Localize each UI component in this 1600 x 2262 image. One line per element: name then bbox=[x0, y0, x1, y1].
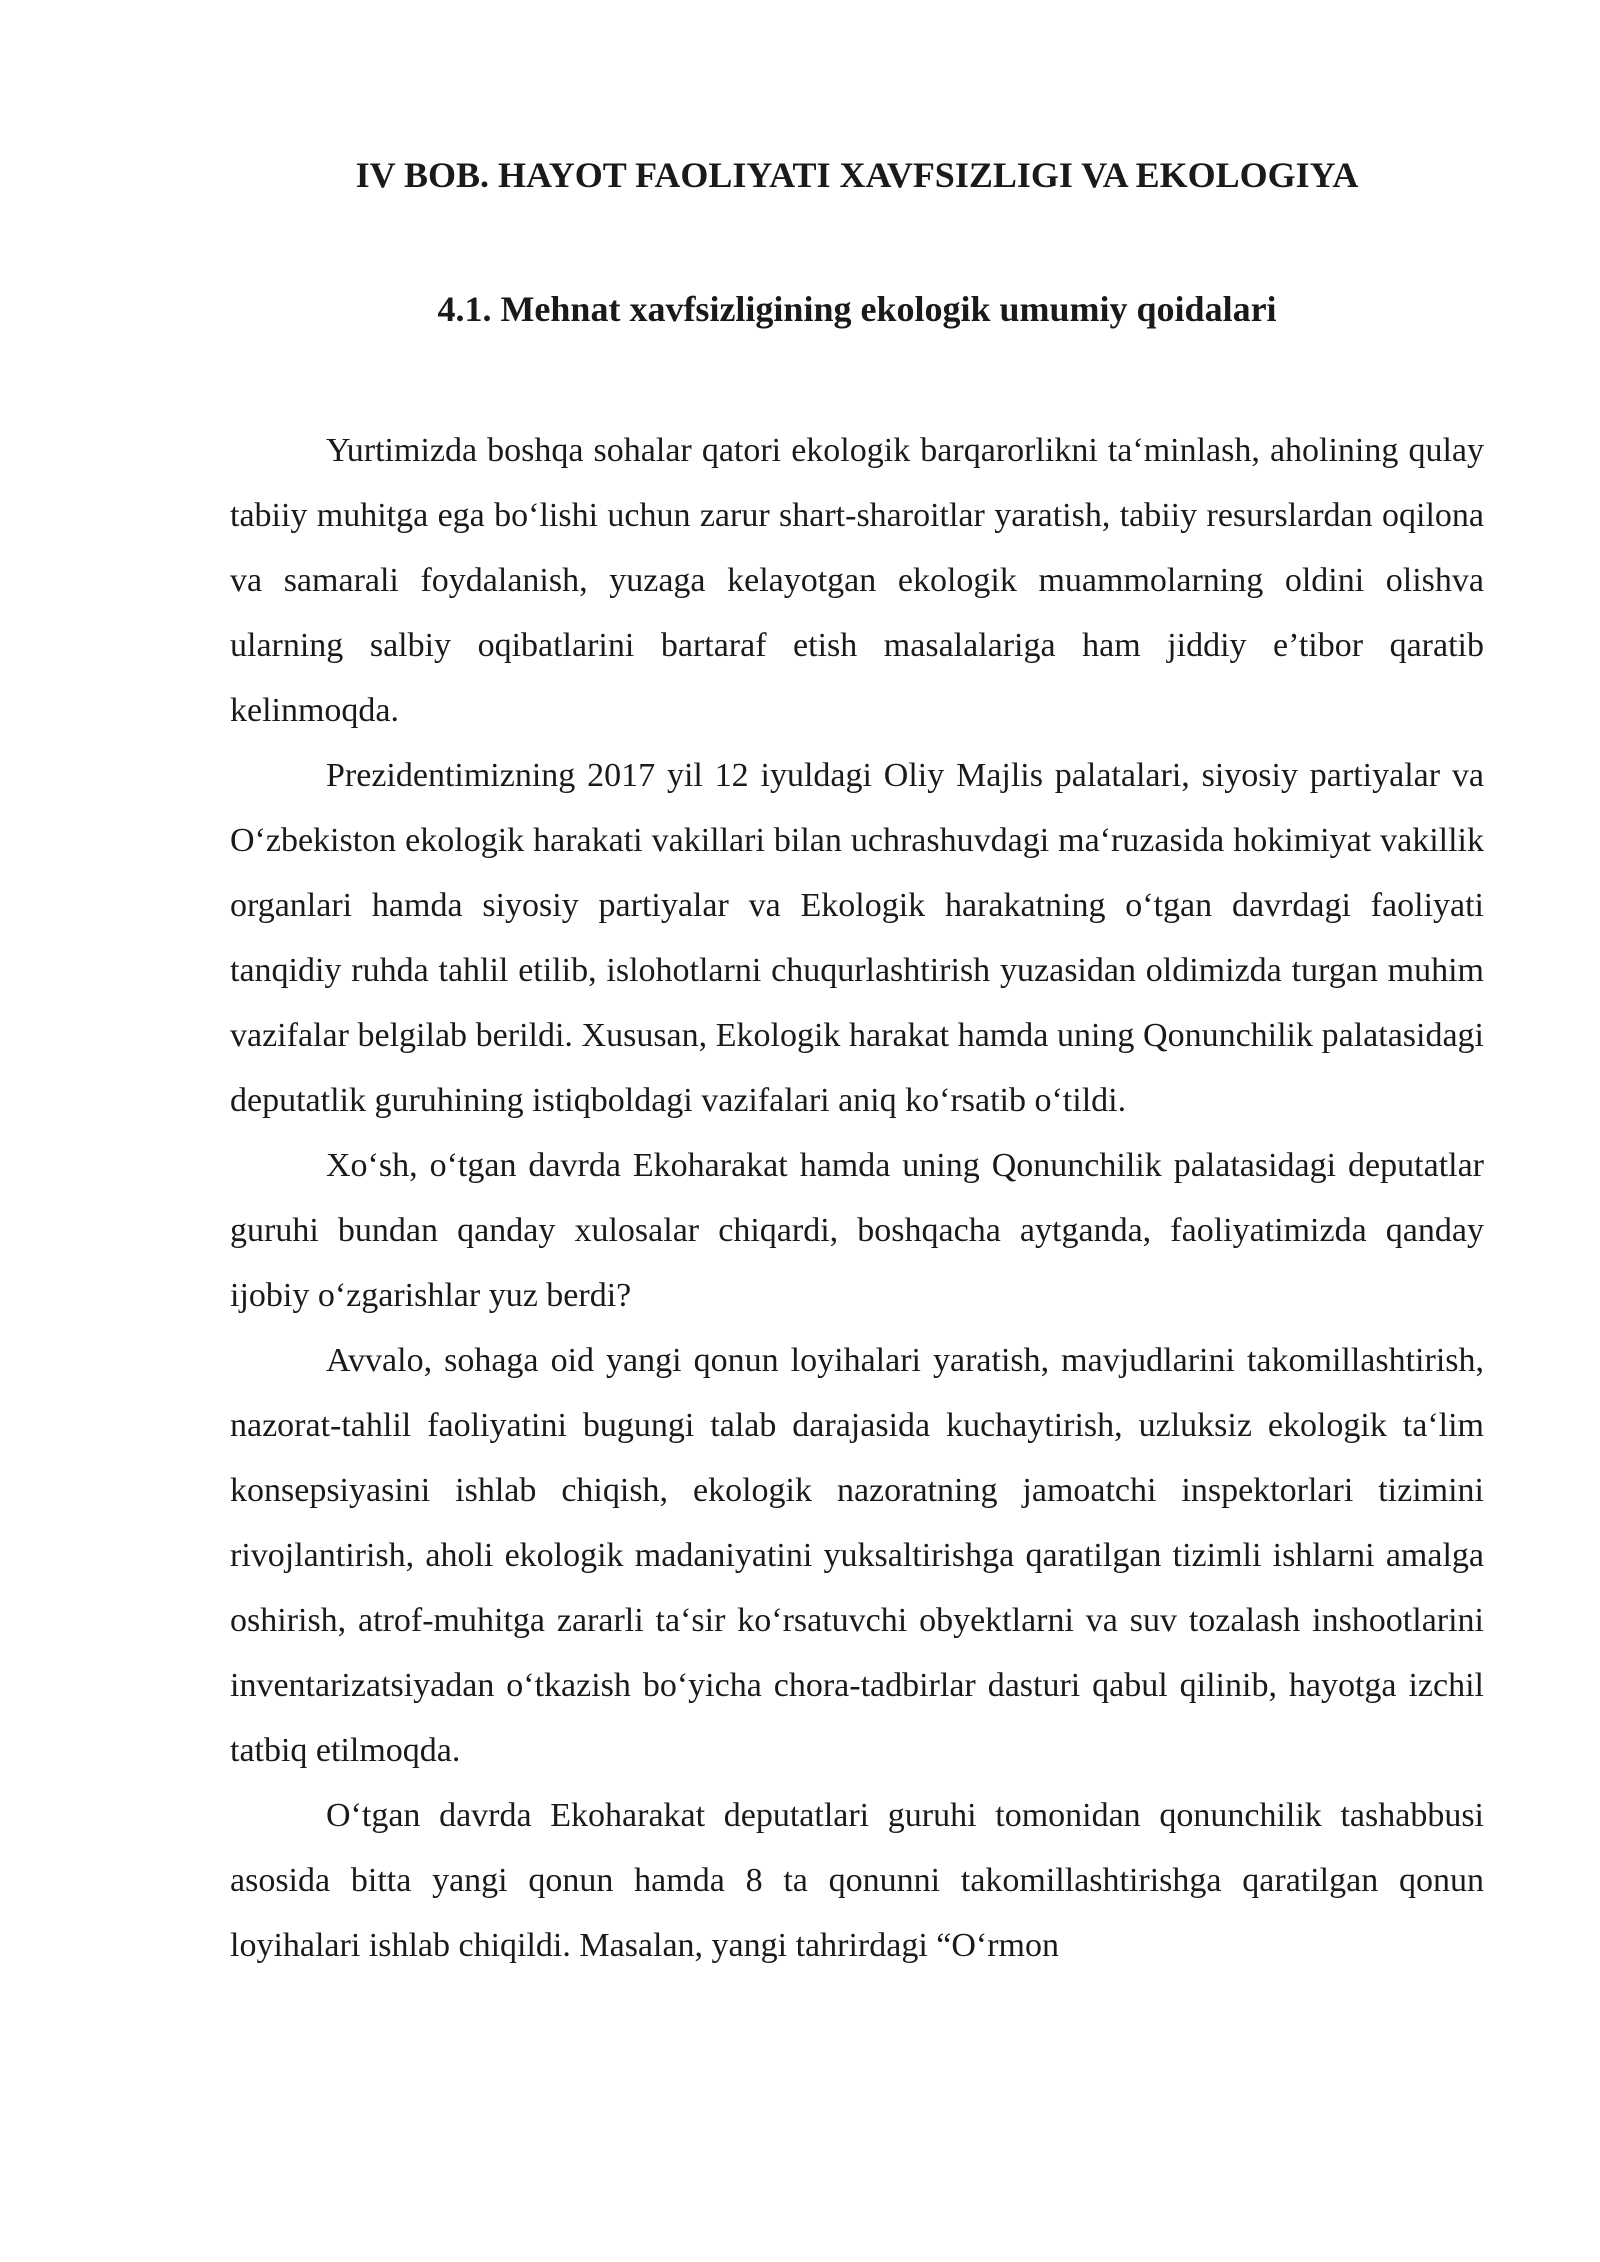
document-page bbox=[230, 150, 1484, 1978]
paragraph: Prezidentimizning 2017 yil 12 iyuldagi Oliy Majlis palatalari, siyosiy partiyalar va O‘zbekiston ekologik harakati vakillari bilan uchrashuvdagi ma‘ruzasida hokimiyat vakillik organlari hamda siyosiy partiyalar va Ekologik harakatning o‘tgan davrdagi faoliyati tanqidiy ruhda tahlil etilib, islohotlarni chuqurlashtirish yuzasidan oldimizda turgan muhim vazifalar belgilab berildi. Xususan, Ekologik harakat hamda uning Qonunchilik palatasidagi deputatlik guruhining istiqboldagi vazifalari aniq ko‘rsatib o‘tildi. bbox=[230, 757, 1484, 1119]
paragraph: Xo‘sh, o‘tgan davrda Ekoharakat hamda uning Qonunchilik palatasidagi deputatlar guruhi bundan qanday xulosalar chiqardi, boshqacha aytganda, faoliyatimizda qanday ijobiy o‘zgarishlar yuz berdi? bbox=[230, 1147, 1484, 1314]
paragraph: Yurtimizda boshqa sohalar qatori ekologik barqarorlikni ta‘minlash, aholining qulay tabiiy muhitga ega bo‘lishi uchun zarur shart-sharoitlar yaratish, tabiiy resurslardan oqilona va samarali foydalanish, yuzaga kelayotgan ekologik muammolarning oldini olishva ularning salbiy oqibatlarini bartaraf etish masalalariga ham jiddiy e’tibor qaratib kelinmoqda. bbox=[230, 432, 1484, 729]
body-text bbox=[230, 418, 1484, 1978]
paragraph: Avvalo, sohaga oid yangi qonun loyihalari yaratish, mavjudlarini takomillashtirish, nazorat-tahlil faoliyatini bugungi talab darajasida kuchaytirish, uzluksiz ekologik ta‘lim konsepsiyasini ishlab chiqish, ekologik nazoratning jamoatchi inspektorlari tizimini rivojlantirish, aholi ekologik madaniyatini yuksaltirishga qaratilgan tizimli ishlarni amalga oshirish, atrof-muhitga zararli ta‘sir ko‘rsatuvchi obyektlarni va suv tozalash inshootlarini inventarizatsiyadan o‘tkazish bo‘yicha chora-tadbirlar dasturi qabul qilinib, hayotga izchil tatbiq etilmoqda. bbox=[230, 1342, 1484, 1769]
paragraph: O‘tgan davrda Ekoharakat deputatlari guruhi tomonidan qonunchilik tashabbusi asosida bitta yangi qonun hamda 8 ta qonunni takomillashtirishga qaratilgan qonun loyihalari ishlab chiqildi. Masalan, yangi tahrirdagi “O‘rmon bbox=[230, 1797, 1484, 1964]
section-title: 4.1. Mehnat xavfsizligining ekologik umumiy qoidalari bbox=[437, 289, 1277, 329]
chapter-title: IV BOB. HAYOT FAOLIYATI XAVFSIZLIGI VA EKOLOGIYA bbox=[355, 155, 1359, 195]
